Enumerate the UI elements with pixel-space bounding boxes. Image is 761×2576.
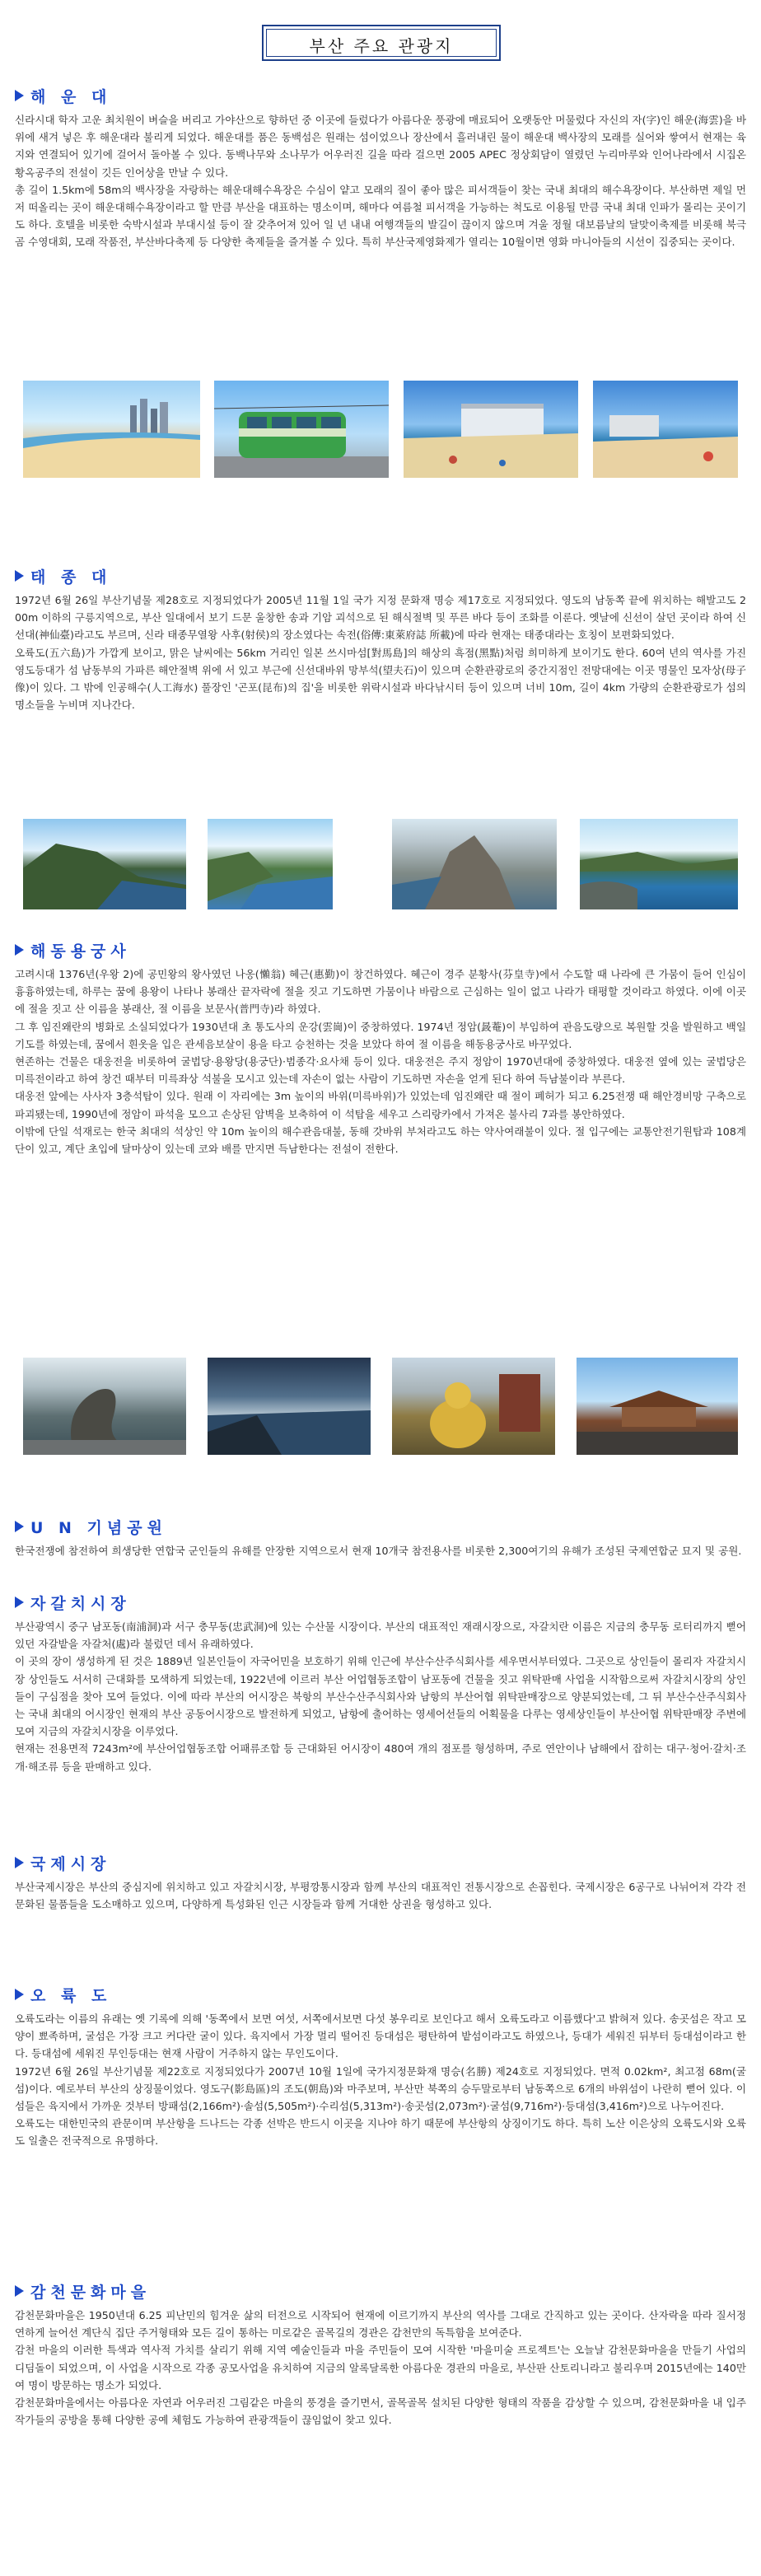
section-body xyxy=(15,965,746,1157)
triangle-bullet-icon xyxy=(15,1989,24,2000)
rock-coast-photo xyxy=(392,819,557,909)
paragraph: 1972년 6월 26일 부산기념물 제22호로 지정되었다가 2007년 10월 1일에 국가지정문화재 명승(名勝) 제24호로 지정되었다. 면적 0.02km², 최고점 68m(굴섬)이다. 예로부터 부산의 상징물이었다. 영도구(影島區)의 조도(朝島)와 마주보며, 부산만 북쪽의 승두말로부터 남동쪽으로 6개의 바위섬이 나란히 뻗어 있다. 이 섬들은 육지에서 가까운 것부터 방패섬(2,166m²)·솔섬(5,505m²)·수리섬(5,313m²)·송곳섬(2,073m²)·굴섬(9,716m²)·등대섬(3,416m²)으로 나누어진다. xyxy=(15,2064,746,2113)
page-title: 부산 주요 관광지 xyxy=(309,36,454,56)
section-title: 해 운 대 xyxy=(30,87,112,106)
section-title: 자갈치시장 xyxy=(30,1594,131,1613)
triangle-bullet-icon xyxy=(15,570,24,582)
section-body xyxy=(15,591,746,713)
paragraph: 현재는 전용면적 7243m²에 부산어업협동조합 어패류조합 등 근대화된 어시장이 480여 개의 점포를 형성하며, 주로 연안이나 남해에서 잡히는 대구·청어·갈치·조개·해조류 등을 판매하고 있다. xyxy=(15,1742,746,1773)
cliff-sea-photo xyxy=(208,819,333,909)
section-title: U N 기념공원 xyxy=(30,1518,167,1537)
section-taejongdae xyxy=(15,565,746,713)
dragon-statue-photo xyxy=(23,1358,186,1455)
section-body xyxy=(15,111,746,251)
paragraph: 1972년 6월 26일 부산기념물 제28호로 지정되었다가 2005년 11월 1일 국가 지정 문화재 명승 제17호로 지정되었다. 영도의 남동쪽 끝에 위치하는 해발고도 200m 이하의 구릉지역으로, 부산 일대에서 보기 드문 울창한 송과 기암 괴석으로 된 해식절벽 및 푸른 바다 등이 조화를 이룬다. 옛날에 신선이 살던 곳이라 하여 신선대(神仙臺)라고도 부르며, 신라 태종무열왕 사후(射侯)의 장소였다는 속전(俗傳:東萊府誌 所載)에 따라 현재는 태종대라는 호칭이 보편화되었다. xyxy=(15,594,746,642)
section-heading xyxy=(15,939,746,961)
paragraph: 부산국제시장은 부산의 중심지에 위치하고 있고 자갈치시장, 부평깡통시장과 함께 부산의 대표적인 전통시장으로 손꼽힌다. 국제시장은 6공구로 나뉘어져 각각 전문화된 물품들을 도소매하고 있으며, 다양하게 특성화된 인근 시장들과 함께 거대한 상권을 형성하고 있다. xyxy=(15,1881,746,1911)
paragraph: 그 후 임진왜란의 병화로 소실되었다가 1930년대 초 통도사의 운강(雲崗)이 중창하였다. 1974년 정암(晸菴)이 부임하여 관음도량으로 복원할 것을 발원하고 백일기도를 하였는데, 꿈에서 흰옷을 입은 관세음보살이 용을 타고 승천하는 것을 보았다 하여 절 이름을 해동용궁사로 바꾸었다. xyxy=(15,1020,746,1050)
section-body xyxy=(15,2307,746,2429)
section-body xyxy=(15,1618,746,1775)
section-un-memorial xyxy=(15,1516,746,1559)
paragraph: 이 곳의 장이 생성하게 된 것은 1889년 일본인들이 자국어민을 보호하기 위해 인근에 부산수산주식회사를 세우면서부터였다. 그곳으로 상인들이 몰리자 자갈치시장 상인들도 서서히 근대화를 모색하게 되었는데, 1922년에 이르러 부산 어업협동조합이 남포동에 건물을 짓고 위탁판매 사업을 시작함으로써 자갈치시장의 상인들이 구심점을 찾아 모여 들었다. 이에 따라 부산의 어시장은 북항의 부산수산주식회사와 남항의 부산어협 위탁판매장으로 양분되었는데, 그 뒤 부산수산주식회사는 국내 최대의 어시장인 현재의 부산 공동어시장으로 발전하게 되었고, 남항에 출어하는 영세어선들의 어획물을 다루는 영세상인들이 부산어협 위탁판매장 주변에 모여 지금의 자갈치시장을 이루었다. xyxy=(15,1655,747,1738)
cliff-coast-photo xyxy=(23,819,186,909)
section-jagalchi xyxy=(15,1592,746,1775)
temple-sunset-photo xyxy=(208,1358,371,1455)
section-haeundae xyxy=(15,85,746,251)
section-title: 해동용궁사 xyxy=(30,942,131,961)
triangle-bullet-icon xyxy=(15,1857,24,1868)
paragraph: 신라시대 학자 고운 최치원이 벼슬을 버리고 가야산으로 향하던 중 이곳에 들렀다가 아름다운 풍광에 매료되어 오랫동안 머물렀다 자신의 자(字)인 해운(海雲)을 바위에 새겨 넣은 후 해운대라 불리게 되었다. 해운대를 품은 동백섬은 원래는 섬이었으나 장산에서 흘러내린 물이 해운대 백사장의 모래를 실어와 쌓여서 현재는 육지와 연결되어 있기에 걸어서 돌아볼 수 있다. 동백나무와 소나무가 어우러진 길을 따라 걸으면 2005 APEC 정상회담이 열렸던 누리마루와 인어나라에서 시집온 황옥공주의 전설이 깃든 인어상을 만날 수 있다. xyxy=(15,114,746,179)
paragraph: 이밖에 단일 석재로는 한국 최대의 석상인 약 10m 높이의 해수관음대불, 동해 갓바위 부처라고도 하는 약사여래불이 있다. 절 입구에는 교통안전기원탑과 108계단이 있고, 계단 초입에 달마상이 있는데 코와 배를 만지면 득남한다는 전설이 전한다. xyxy=(15,1124,746,1156)
title-box xyxy=(262,25,501,61)
tram-photo xyxy=(214,381,389,478)
paragraph: 오륙도(五六島)가 가깝게 보이고, 맑은 날씨에는 56km 거리인 일본 쓰시마섬[對馬島]의 해상의 흑점(黑點)처럼 희미하게 보이기도 한다. 60여 년의 역사를 가진 영도등대가 섬 남동부의 가파른 해안절벽 위에 서 있고 부근에 신선대바위 망부석(望夫石)이 있으며 순환관광로의 중간지점인 전망대에는 이곳 명물인 모자상(母子像)이 있다. 그 밖에 인공해수(人工海水) 풀장인 '곤포(昆布)의 집'을 비롯한 위락시설과 바다낚시터 등이 있으며 너비 10m, 길이 4km 가량의 순환관광로가 섬의 명소들을 누비며 지나간다. xyxy=(15,646,746,712)
section-heading xyxy=(15,85,746,106)
section-heading xyxy=(15,1984,746,2005)
section-oryukdo xyxy=(15,1984,746,2150)
triangle-bullet-icon xyxy=(15,2285,24,2297)
triangle-bullet-icon xyxy=(15,1597,24,1608)
section-heading xyxy=(15,1852,746,1873)
section-heading xyxy=(15,565,746,587)
section-title: 국제시장 xyxy=(30,1854,111,1873)
paragraph: 총 길이 1.5km에 58m의 백사장을 자랑하는 해운대해수욕장은 수심이 얕고 모래의 질이 좋아 많은 피서객들이 찾는 국내 최대의 해수욕장이다. 부산하면 제일 먼저 떠올리는 곳이 해운대해수욕장이라고 할 만큼 부산을 대표하는 명소이며, 해마다 여름철 피서객을 가능하는 척도로 이용될 만큼 국내 최대 인파가 몰리는 곳이기도 하다. 호텔을 비롯한 숙박시설과 부대시설 등이 잘 갖추어져 있어 일 년 내내 여행객들의 발길이 끊이지 않으며 겨울 정월 대보름날의 달맞이축제를 비롯해 북극곰 수영대회, 모래 작품전, 부산바다축제 등 다양한 축제들을 즐겨볼 수 있다. 특히 부산국제영화제가 열리는 10월이면 영화 마니아들의 시선이 집중되는 곳이다. xyxy=(15,183,746,249)
paragraph: 고려시대 1376년(우왕 2)에 공민왕의 왕사였던 나옹(懶翁) 혜근(惠勤)이 창건하였다. 혜근이 경주 분황사(芬皇寺)에서 수도할 때 나라에 큰 가뭄이 들어 인심이 흉흉하였는데, 하루는 꿈에 용왕이 나타나 봉래산 끝자락에 절을 짓고 기도하면 가뭄이나 바람으로 근심하는 일이 없고 나라가 태평할 것이라고 하였다. 이에 이곳에 절을 짓고 산 이름을 봉래산, 절 이름을 보문사(普門寺)라 하였다. xyxy=(15,968,746,1016)
triangle-bullet-icon xyxy=(15,944,24,956)
bay-photo xyxy=(580,819,738,909)
triangle-bullet-icon xyxy=(15,1521,24,1532)
section-body xyxy=(15,2010,746,2150)
section-title: 오 륙 도 xyxy=(30,1986,112,2005)
section-heading xyxy=(15,1592,746,1613)
paragraph: 오륙도는 대한민국의 관문이며 부산항을 드나드는 각종 선박은 반드시 이곳을 지나야 하기 때문에 부산항의 상징이기도 하다. 특히 노산 이은상의 오륙도시와 오륙도 일출은 전국적으로 유명하다. xyxy=(15,2117,746,2148)
section-gukje xyxy=(15,1852,746,1913)
temple-seaside-photo xyxy=(577,1358,738,1455)
beach-photo xyxy=(23,381,200,478)
paragraph: 한국전쟁에 참전하여 희생당한 연합국 군인들의 유해를 안장한 지역으로서 현재 10개국 참전용사를 비롯한 2,300여기의 유해가 조성된 국제연합군 묘지 및 공원. xyxy=(15,1545,742,1557)
golden-buddha-photo xyxy=(392,1358,555,1455)
section-heading xyxy=(15,1516,746,1537)
hotel-beach-photo xyxy=(404,381,578,478)
section-gamcheon xyxy=(15,2280,746,2429)
section-body xyxy=(15,1542,746,1559)
paragraph: 감천문화마을에서는 아름다운 자연과 어우러진 그림같은 마을의 풍경을 즐기면서, 골목골목 설치된 다양한 형태의 작품을 감상할 수 있으며, 감천문화마을 내 입주작가들의 공방을 통해 다양한 공예 체험도 가능하여 관광객들이 끊임없이 찾고 있다. xyxy=(15,2396,746,2427)
section-title: 태 종 대 xyxy=(30,568,112,587)
section-body xyxy=(15,1878,746,1913)
paragraph: 감천문화마을은 1950년대 6.25 피난민의 힘겨운 삶의 터전으로 시작되어 현재에 이르기까지 부산의 역사를 그대로 간직하고 있는 곳이다. 산자락을 따라 질서정연하게 늘어선 계단식 집단 주거형태와 모든 길이 통하는 미로같은 골목길의 경관은 감천만의 독특함을 보여준다. xyxy=(15,2309,746,2340)
triangle-bullet-icon xyxy=(15,90,24,101)
section-yonggungsa xyxy=(15,939,746,1157)
paragraph: 오륙도라는 이름의 유래는 옛 기록에 의해 '동쪽에서 보면 여섯, 서쪽에서보면 다섯 봉우리로 보인다고 해서 오륙도라고 이름했다'고 밝혀져 있다. 송곳섬은 작고 모양이 뾰족하며, 굴섬은 가장 크고 커다란 굴이 있다. 육지에서 가장 멀리 떨어진 등대섬은 평탄하여 밭섬이라고도 하였으나, 등대가 세워진 뒤부터 등대섬이라고 한다. 등대섬에 세워진 무인등대는 현재 사람이 거주하지 않는 무인도이다. xyxy=(15,2013,746,2060)
beach-sunset-photo xyxy=(593,381,738,478)
paragraph: 부산광역시 중구 남포동(南浦洞)과 서구 충무동(忠武洞)에 있는 수산물 시장이다. 부산의 대표적인 재래시장으로, 자갈치란 이름은 지금의 충무동 로터리까지 뻗어 있던 자갈밭을 자갈처(處)라 불렀던 데서 유래하였다. xyxy=(15,1620,746,1651)
paragraph: 감천 마을의 이러한 특색과 역사적 가치를 살리기 위해 지역 예술인들과 마을 주민들이 모여 시작한 '마을미술 프로젝트'는 오늘날 감천문화마을을 만들기 사업의 디딤돌이 되었으며, 이 사업을 시작으로 각종 공모사업을 유치하여 지금의 알록달록한 아름다운 경관의 마을로, 부산판 산토리니라고 불리우며 2015년에는 140만여 명이 방문하는 명소가 되었다. xyxy=(15,2344,746,2391)
paragraph: 현존하는 건물은 대웅전을 비롯하여 굴법당·용왕당(용궁단)·범종각·요사채 등이 있다. 대웅전은 주지 정암이 1970년대에 중창하였다. 대웅전 옆에 있는 굴법당은 미륵전이라고 하여 창건 때부터 미륵좌상 석불을 모시고 있는데 자손이 없는 사람이 기도하면 자손을 얻게 된다 하여 득남불이라 부른다. xyxy=(15,1055,746,1086)
paragraph: 대웅전 앞에는 사사자 3층석탑이 있다. 원래 이 자리에는 3m 높이의 바위(미륵바위)가 있었는데 임진왜란 때 절이 폐허가 되고 6.25전쟁 때 해안경비망 구축으로 파괴됐는데, 1990년에 정암이 파석을 모으고 손상된 암벽을 보축하여 이 석탑을 세우고 스리랑카에서 가져온 불사리 7과를 봉안하였다. xyxy=(15,1090,746,1120)
section-heading xyxy=(15,2280,746,2302)
section-title: 감천문화마을 xyxy=(30,2283,152,2302)
